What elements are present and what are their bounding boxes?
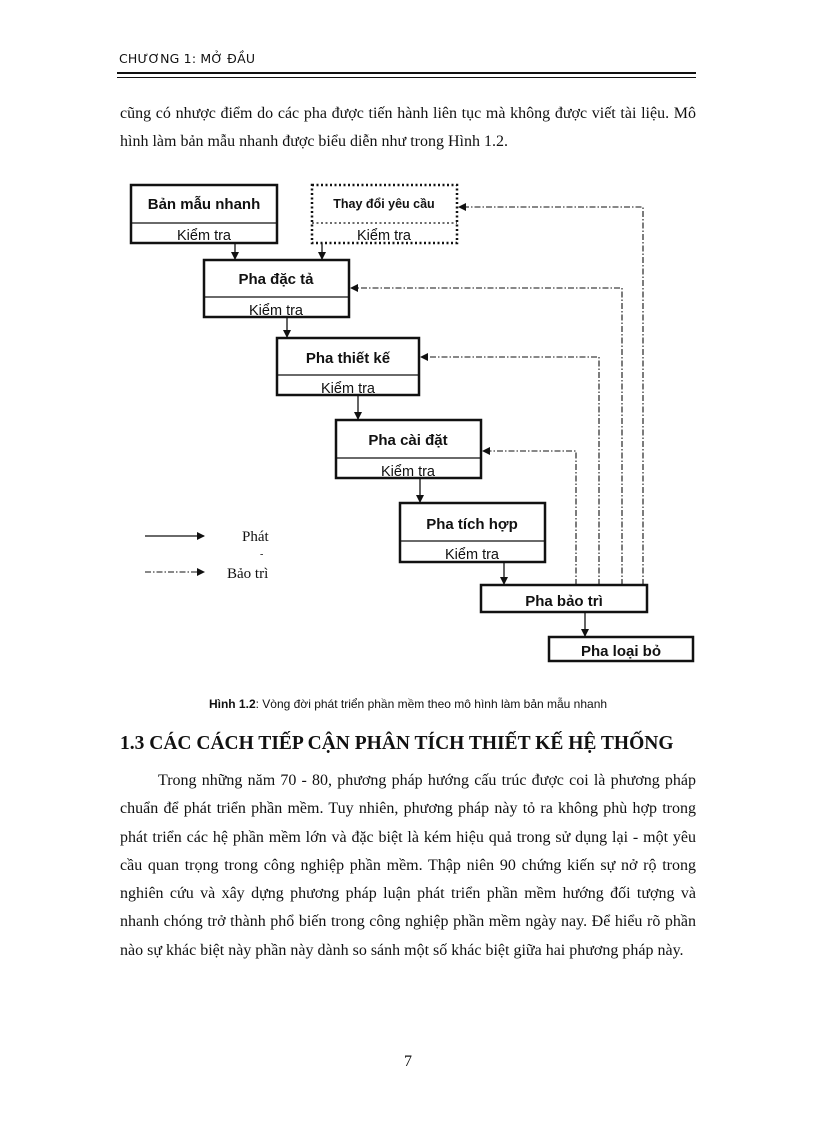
box-retirement (549, 637, 693, 661)
chapter-header: CHƯƠNG 1: MỞ ĐẦU (119, 51, 256, 66)
box-design-check: Kiểm tra (321, 381, 375, 397)
box-prototype (131, 185, 277, 244)
box-change-check: Kiểm tra (357, 228, 411, 244)
box-integ-check: Kiểm tra (445, 547, 499, 563)
section-title: 1.3 CÁC CÁCH TIẾP CẬN PHÂN TÍCH THIẾT KẾ HỆ THỐNG (120, 733, 674, 754)
page-number: 7 (404, 1053, 412, 1070)
caption-text: : Vòng đời phát triển phần mềm theo mô hình làm bản mẫu nhanh (255, 697, 608, 711)
box-design (277, 338, 419, 397)
box-maint-title: Pha bảo trì (525, 593, 603, 610)
box-design-title: Pha thiết kế (305, 350, 391, 367)
box-implementation (336, 420, 481, 480)
box-change-request (312, 185, 457, 244)
box-impl-check: Kiểm tra (381, 464, 435, 480)
figure-caption (0, 697, 816, 711)
caption-label: Hình 1.2 (208, 697, 256, 711)
box-prototype-title: Bản mẫu nhanh (147, 196, 261, 213)
box-maintenance (481, 585, 647, 612)
legend-develop-label: Phát (242, 529, 269, 545)
legend (145, 529, 270, 582)
box-integration (400, 503, 545, 563)
section-paragraph: Trong những năm 70 - 80, phương pháp hướng cấu trúc được coi là phương pháp chuẩn để phát triển phần mềm. Tuy nhiên, phương pháp này tỏ ra không phù hợp trong phát triển các hệ phần mềm lớn và đặc biệt là kém hiệu quả trong sử dụng lại - một yêu cầu quan trọng trong công nghiệp phần mềm. Thập niên 90 chứng kiến sự nở rộ trong nghiên cứu và xây dựng phương pháp luận phát triển phần mềm hướng đối tượng và nhanh chóng trở thành phổ biến trong công nghiệp phần mềm ngày nay. Để hiểu rõ phần nào sự khác biệt này phần này dành so sánh một số khác biệt giữa hai phương pháp này. (120, 772, 696, 959)
box-spec-check: Kiểm tra (249, 303, 303, 319)
box-integ-title: Pha tích hợp (426, 516, 518, 533)
box-spec-title: Pha đặc tả (238, 271, 314, 288)
box-retire-title: Pha loại bỏ (580, 643, 662, 660)
box-prototype-check: Kiểm tra (177, 228, 231, 244)
legend-maintain-label: Bảo trì (227, 566, 269, 582)
box-spec (204, 260, 349, 319)
intro-paragraph: cũng có nhược điểm do các pha được tiến hành liên tục mà không được viết tài liệu. Mô hình làm bản mẫu nhanh được biểu diễn như trong Hình 1.2. (120, 105, 696, 150)
box-change-title: Thay đổi yêu cầu (333, 197, 435, 211)
box-impl-title: Pha cài đặt (368, 432, 448, 449)
legend-develop-extra: - (260, 549, 264, 560)
